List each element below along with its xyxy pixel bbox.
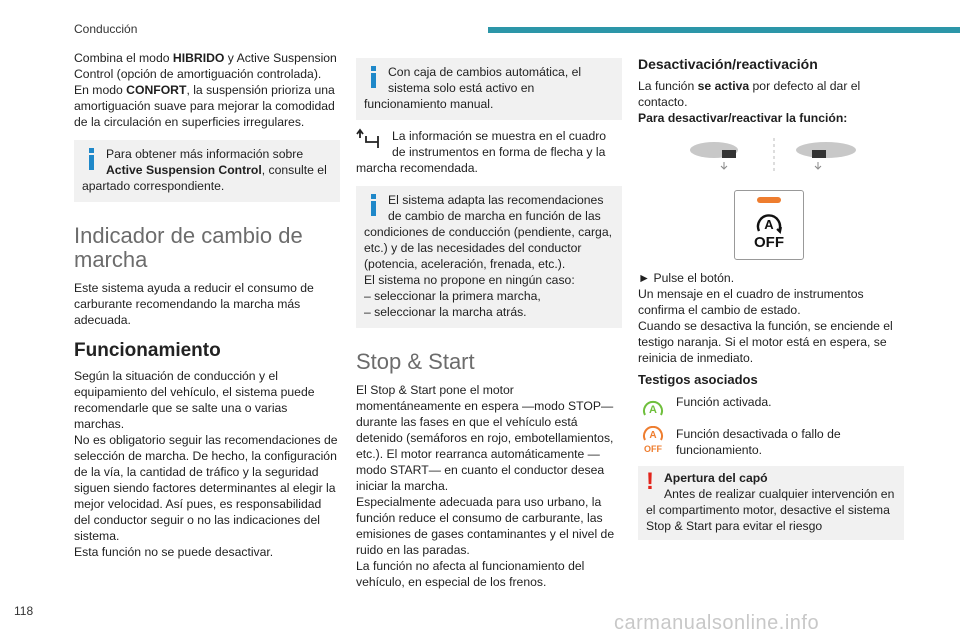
info-note-adapt bbox=[356, 186, 622, 328]
note-bold: Active Suspension Control bbox=[106, 163, 262, 177]
info-icon bbox=[368, 66, 380, 88]
default-bold: se activa bbox=[697, 79, 750, 93]
note-adapt-text: El sistema adapta las recomendaciones de cambio de marcha en función de las condiciones de conducción (pendiente, carga, etc.) y de las necesidades del conductor (potencia, aceleración, frenada, etc.). bbox=[364, 193, 612, 271]
lamp-off-label: OFF bbox=[644, 444, 662, 454]
svg-text:A: A bbox=[649, 430, 657, 441]
deactivation-title: Desactivación/reactivación bbox=[638, 56, 818, 72]
gear-shift-info bbox=[356, 128, 622, 176]
gear-info-text: La información se muestra en el cuadro de instrumentos en forma de flecha y la marcha recomendada. bbox=[356, 129, 607, 175]
funcionamiento-paragraph-3: Esta función no se puede desactivar. bbox=[74, 545, 274, 559]
column-3 bbox=[638, 50, 904, 540]
intro-bold-hibrido: HIBRIDO bbox=[172, 51, 225, 65]
note-none-text: El sistema no propone en ningún caso: bbox=[364, 273, 575, 287]
stop-start-paragraph-1: El Stop & Start pone el motor momentáneamente en espera —modo STOP— durante las fases en que el vehículo está detenido (semáforos en rojo, embotellamientos, etc.). El motor rearranca automáticamente — modo START— en cuanto el conductor desea iniciar la marcha. bbox=[356, 383, 614, 493]
lamp-deactivated-row bbox=[638, 426, 904, 458]
header-section-label: Conducción bbox=[74, 22, 138, 36]
svg-text:A: A bbox=[649, 404, 657, 416]
funcionamiento-paragraph-2: No es obligatorio seguir las recomendaciones de selección de marcha. De hecho, la configuración de la vía, la cantidad de tráfico y la seguridad siguen siendo factores determinantes al elegir la mejor velocidad. Así pues, es responsabilidad del conductor seguir o no las indicaciones del sistema. bbox=[74, 433, 338, 543]
lamp-activated-text: Función activada. bbox=[676, 395, 772, 409]
button-off-label: OFF bbox=[754, 234, 784, 251]
intro-text-2: y Active Suspension Control (opción de amortiguación controlada). bbox=[74, 51, 337, 81]
section-title-gear-indicator: Indicador de cambio de marcha bbox=[74, 223, 303, 272]
stop-start-off-button[interactable] bbox=[734, 190, 804, 260]
watermark: carmanualsonline.info bbox=[614, 612, 820, 634]
default-text-2: por defecto al dar el contacto. bbox=[638, 79, 861, 109]
intro-paragraph-2 bbox=[74, 82, 340, 130]
note-item-1: – seleccionar la primera marcha, bbox=[364, 289, 541, 303]
exclamation-warning-icon: ! bbox=[646, 468, 654, 495]
gear-shift-arrow-icon bbox=[356, 128, 386, 150]
page-number: 118 bbox=[14, 604, 34, 618]
intro-text-4: , la suspensión prioriza una amortiguación suave para mejorar la comodidad de la circulación en superficies irregulares. bbox=[74, 83, 335, 129]
note-text-2: , consulte el apartado correspondiente. bbox=[82, 163, 327, 193]
intro-paragraph bbox=[74, 50, 340, 82]
default-text-1: La función bbox=[638, 79, 698, 93]
alert-text: Antes de realizar cualquier intervención en el compartimento motor, desactive el sistema Stop & Start para evitar el riesgo bbox=[646, 487, 895, 533]
note-text-1: Para obtener más información sobre bbox=[106, 147, 304, 161]
subsection-title-funcionamiento: Funcionamiento bbox=[74, 340, 221, 361]
stop-start-off-lamp-icon bbox=[642, 426, 664, 454]
note-item-2: – seleccionar la marcha atrás. bbox=[364, 305, 527, 319]
header-accent-bar bbox=[488, 27, 960, 33]
stop-start-paragraph-2: Especialmente adecuada para uso urbano, la función reduce el consumo de carburante, las emisiones de gases contaminantes y el nivel de ruido en las paradas. bbox=[356, 495, 615, 557]
step-2-text: Cuando se desactiva la función, se enciende el testigo naranja. Si el motor está en espera, se reinicia de inmediato. bbox=[638, 319, 893, 365]
column-1 bbox=[74, 50, 340, 560]
column-2 bbox=[356, 50, 622, 590]
intro-bold-confort: CONFORT bbox=[126, 83, 187, 97]
orange-indicator-lamp bbox=[757, 197, 781, 203]
gear-indicator-description: Este sistema ayuda a reducir el consumo de carburante recomendando la marcha más adecuada. bbox=[74, 281, 314, 327]
step-1-text: Un mensaje en el cuadro de instrumentos confirma el cambio de estado. bbox=[638, 287, 864, 317]
default-state-text bbox=[638, 78, 904, 110]
steering-wheel-icon bbox=[686, 136, 866, 176]
info-icon bbox=[368, 194, 380, 216]
lamp-activated-row bbox=[638, 394, 904, 420]
lamp-deactivated-text: Función desactivada o fallo de funcionamiento. bbox=[676, 427, 841, 457]
stop-start-paragraph-3: La función no afecta al funcionamiento del vehículo, en especial de los frenos. bbox=[356, 559, 585, 589]
info-icon bbox=[86, 148, 98, 170]
press-button-text: ► Pulse el botón. bbox=[638, 271, 735, 285]
dashboard-illustration bbox=[686, 136, 904, 180]
lamps-title: Testigos asociados bbox=[638, 372, 758, 387]
warning-note-bonnet bbox=[638, 466, 904, 540]
stop-start-on-lamp-icon bbox=[642, 394, 664, 422]
stop-start-a-icon bbox=[755, 211, 783, 235]
section-title-stop-start: Stop & Start bbox=[356, 349, 475, 374]
how-to-toggle-text: Para desactivar/reactivar la función: bbox=[638, 111, 848, 125]
info-note-suspension bbox=[74, 140, 340, 202]
note-auto-text: Con caja de cambios automática, el sistema solo está activo en funcionamiento manual. bbox=[364, 65, 582, 111]
alert-title: Apertura del capó bbox=[664, 471, 768, 485]
info-note-automatic bbox=[356, 58, 622, 120]
intro-text-1: Combina el modo bbox=[74, 51, 173, 65]
funcionamiento-paragraph-1: Según la situación de conducción y el equipamiento del vehículo, el sistema puede recomendarle que se salte una o varias marchas. bbox=[74, 369, 315, 431]
svg-text:A: A bbox=[764, 217, 774, 232]
intro-text-3: En modo bbox=[74, 83, 127, 97]
